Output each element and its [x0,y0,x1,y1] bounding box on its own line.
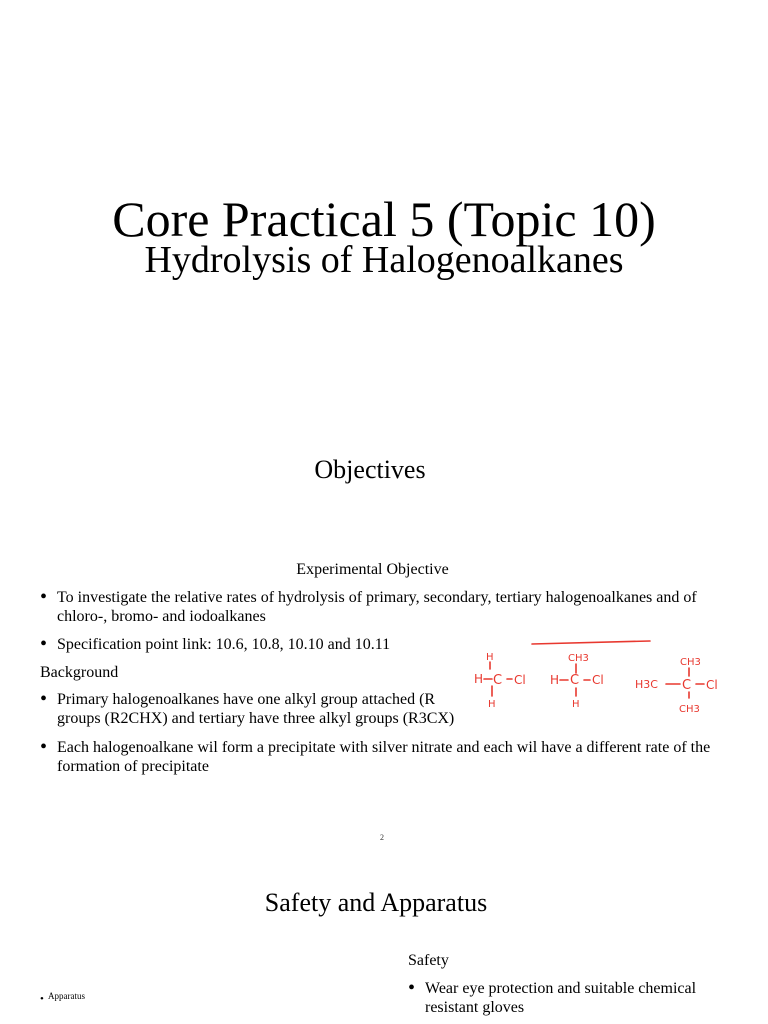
spec-link-text: Specification point link: 10.6, 10.8, 10.10 and 10.11 [57,636,391,653]
bullet-icon: • [40,633,48,655]
primary-left-atom: H [474,672,484,686]
structures-drawing [470,636,730,718]
bullet-icon: • [40,586,48,608]
background-bullet-text: Primary halogenoalkanes have one alkyl group attached (R groups (R2CHX) and tertiary have three alkyl groups (R3CX) [57,691,455,727]
background-bullet-1 [40,690,480,728]
handwritten-structures [470,636,730,723]
tertiary-left-group: H3C [635,678,658,691]
bullet-icon: • [40,993,44,1005]
background-bullet-text: Each halogenoalkane wil form a precipitate with silver nitrate and each wil have a different rate of the formation of precipitate [57,739,711,775]
objective-bullet-text: To investigate the relative rates of hydrolysis of primary, secondary, tertiary halogenoalkanes and of chloro-, bromo- and iodoalkanes [57,589,697,625]
safety-bullet-1 [408,979,708,1017]
page-number: 2 [380,833,384,842]
primary-top-atom: H [486,652,494,663]
secondary-center-atom: C [570,673,580,688]
safety-bullet-text: Wear eye protection and suitable chemical resistant gloves [425,980,697,1016]
objectives-heading: Objectives [314,455,426,484]
background-bullet-2 [40,738,740,776]
safety-label: Safety [408,952,449,969]
secondary-left-atom: H [550,673,560,687]
secondary-right-atom: Cl [592,673,604,687]
slide-subtitle: Hydrolysis of Halogenoalkanes [144,239,624,281]
objective-bullet-1 [40,588,730,626]
objective-bullet-2 [40,635,460,654]
primary-bottom-atom: H [488,699,496,710]
apparatus-label: Apparatus [48,991,85,1001]
slide-title: Core Practical 5 (Topic 10) [112,191,656,247]
bullet-icon: • [40,736,48,758]
tertiary-top-group: CH3 [680,657,701,668]
background-label: Background [40,664,119,681]
primary-right-atom: Cl [514,673,526,687]
safety-apparatus-heading: Safety and Apparatus [264,888,488,917]
secondary-bottom-atom: H [572,699,580,710]
apparatus-bullet [40,990,85,1005]
experimental-objective-label: Experimental Objective [296,561,449,578]
secondary-top-group: CH3 [568,653,589,664]
annotation-underline [532,641,650,644]
bullet-icon: • [40,688,48,710]
tertiary-bottom-group: CH3 [679,704,700,715]
primary-center-atom: C [493,673,503,688]
bullet-icon: • [408,977,416,999]
tertiary-right-atom: Cl [706,678,718,692]
tertiary-center-atom: C [682,678,692,693]
